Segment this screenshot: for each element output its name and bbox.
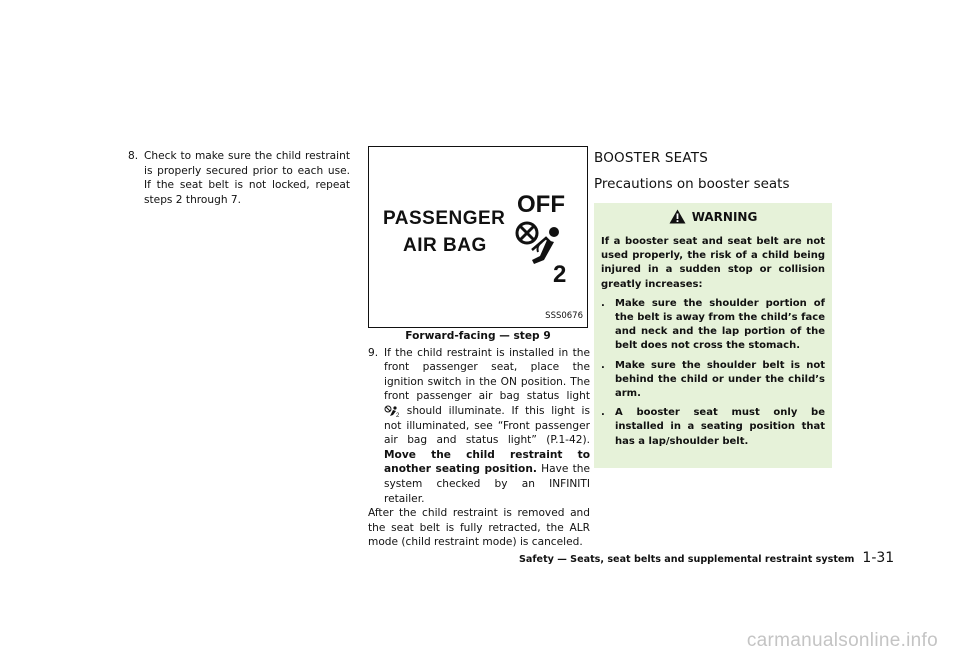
figure-passenger-airbag <box>368 146 588 328</box>
figure-off-label: OFF <box>517 191 565 218</box>
step9-text-b: should illuminate. If this light is not illuminated, see “Front passenger air bag and status light” (P.1-42). <box>384 404 590 447</box>
airbag-off-icon <box>514 220 574 284</box>
figure-caption: Forward-facing — step 9 <box>405 330 551 342</box>
figure-label-airbag: AIR BAG <box>403 235 487 256</box>
step-9 <box>368 346 590 507</box>
warning-header <box>601 209 825 224</box>
step9-bold: Move the child restraint to another seating position. <box>384 448 590 476</box>
footer-section-title: Safety — Seats, seat belts and supplemental restraint system <box>519 554 855 565</box>
warning-label: WARNING <box>691 209 758 224</box>
bullet-text: A booster seat must only be installed in a seating position that has a lap/shoulder belt. <box>615 407 825 447</box>
page-footer <box>519 550 894 566</box>
page-number: 1-31 <box>862 550 895 566</box>
bullet-text: Make sure the shoulder belt is not behind the child or under the child’s arm. <box>615 359 825 400</box>
airbag-status-light-icon <box>384 405 400 417</box>
bullet-symbol: . <box>601 359 605 371</box>
warning-bullet <box>601 406 825 449</box>
column-left <box>128 149 350 207</box>
step-text: Check to make sure the child restraint is properly secured prior to each use. If the seat belt is not locked, repeat steps 2 through 7. <box>144 150 350 206</box>
figure-label-passenger: PASSENGER <box>383 208 506 229</box>
svg-text:2: 2 <box>553 261 567 284</box>
step-8 <box>128 149 350 207</box>
column-middle <box>368 146 590 550</box>
step-number: 8. <box>128 150 139 162</box>
bullet-symbol: . <box>601 297 605 309</box>
warning-bullet <box>601 359 825 402</box>
warning-bullet <box>601 297 825 354</box>
section-title: BOOSTER SEATS <box>594 150 708 166</box>
step9-text-c: Have the system checked by an INFINITI retailer. <box>384 463 590 505</box>
warning-intro: If a booster seat and seat belt are not used properly, the risk of a child being injured in a sudden stop or collision greatly increases: <box>601 236 825 290</box>
warning-body <box>601 235 825 449</box>
column-right <box>594 150 832 468</box>
step9-text-a: If the child restraint is installed in the front passenger seat, place the ignition switch in the ON position. The front passenger air bag status light <box>384 346 590 403</box>
bullet-symbol: . <box>601 407 605 419</box>
subsection-title: Precautions on booster seats <box>594 176 790 192</box>
figure-code: SSS0676 <box>545 311 583 322</box>
warning-box <box>594 203 832 468</box>
after-paragraph: After the child restraint is removed and the seat belt is fully retracted, the ALR mode (child restraint mode) is canceled. <box>368 507 590 549</box>
warning-triangle-icon <box>669 209 686 224</box>
bullet-text: Make sure the shoulder portion of the belt is away from the child’s face and neck and the lap portion of the belt does not cross the stomach. <box>615 297 825 352</box>
watermark: carmanualsonline.info <box>746 630 938 651</box>
step-number: 9. <box>368 346 379 359</box>
svg-text:2: 2 <box>396 412 400 417</box>
step-text <box>384 346 590 507</box>
